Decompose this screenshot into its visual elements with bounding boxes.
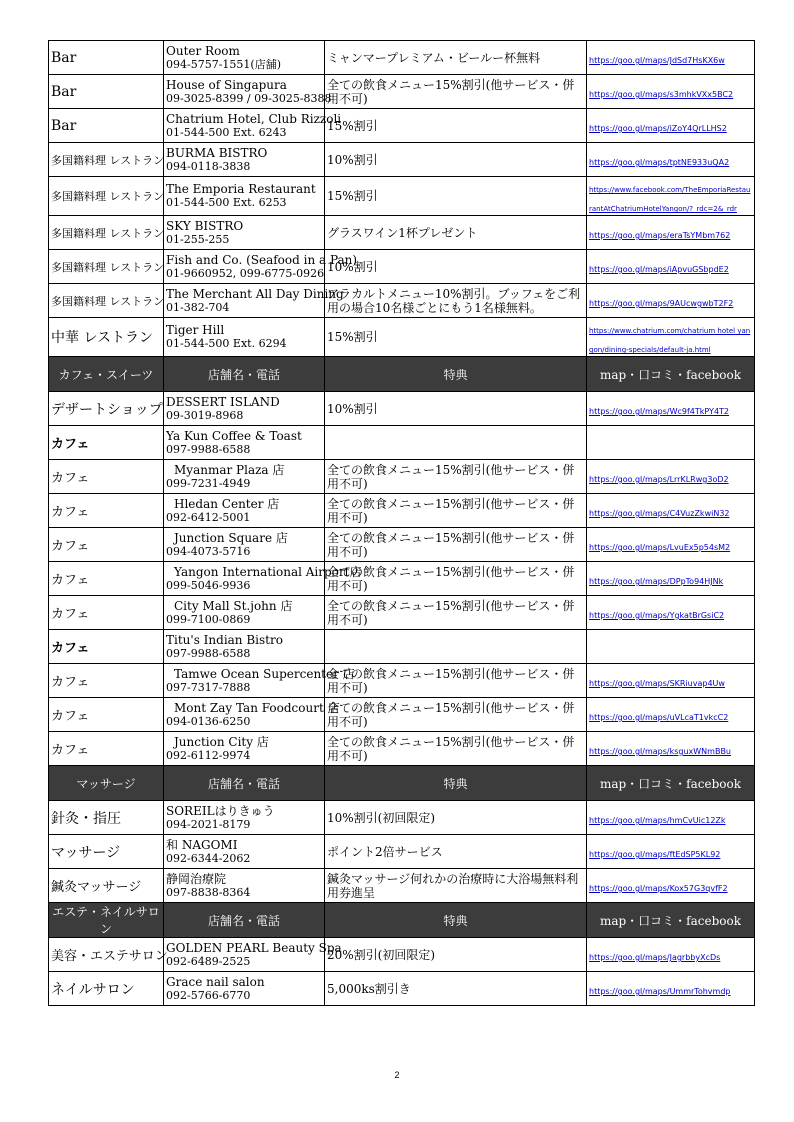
benefit-cell: ミャンマープレミアム・ビールー杯無料 <box>325 41 587 75</box>
category-cell: 針灸・指圧 <box>49 801 164 835</box>
benefit-cell: 全ての飲食メニュー15%割引(他サービス・併用不可) <box>325 75 587 109</box>
benefit-cell <box>325 426 587 460</box>
store-name: SOREILはりきゅう <box>166 803 275 818</box>
benefit-cell: 全ての飲食メニュー15%割引(他サービス・併用不可) <box>325 562 587 596</box>
benefit-cell: 20%割引(初回限定) <box>325 938 587 972</box>
store-name: 和 NAGOMI <box>166 837 238 852</box>
category-cell: 中華 レストラン <box>49 318 164 357</box>
table-row <box>49 460 755 494</box>
category-cell: ネイルサロン <box>49 972 164 1006</box>
map-link[interactable]: https://goo.gl/maps/UmmrTohvmdp <box>589 987 731 996</box>
store-phone: 094-2021-8179 <box>166 817 251 831</box>
benefit-cell: 全ての飲食メニュー15%割引(他サービス・併用不可) <box>325 596 587 630</box>
store-phone: 097-8838-8364 <box>166 885 251 899</box>
store-phone: 01-544-500 Ext. 6253 <box>166 196 287 209</box>
benefit-cell: グラスワイン1杯プレゼント <box>325 216 587 250</box>
store-cell <box>164 177 325 216</box>
map-link[interactable]: https://goo.gl/maps/JagrbbyXcDs <box>589 953 721 962</box>
store-cell <box>164 41 325 75</box>
listing-table <box>48 40 755 1006</box>
benefit-header: 特典 <box>325 766 587 801</box>
map-link[interactable]: https://goo.gl/maps/YgkatBrGsiC2 <box>589 611 725 620</box>
store-header: 店舗名・電話 <box>164 766 325 801</box>
store-cell <box>164 664 355 698</box>
table-row <box>49 528 755 562</box>
table-row <box>49 972 755 1006</box>
link-header: map・口コミ・facebook <box>587 903 755 938</box>
table-row <box>49 143 755 177</box>
store-cell <box>164 801 325 835</box>
map-link[interactable]: https://www.facebook.com/TheEmporiaRestaurantAtChatriumHotelYangon/?_rdc=2&_rdr <box>589 186 751 213</box>
link-cell <box>587 426 755 460</box>
link-cell <box>587 596 755 630</box>
store-cell <box>164 284 344 318</box>
table-row <box>49 75 755 109</box>
table-row <box>49 938 755 972</box>
category-cell: デザートショップ <box>49 392 164 426</box>
store-phone: 092-6112-9974 <box>166 748 251 762</box>
store-name: Fish and Co. (Seafood in a Pan) <box>166 252 358 267</box>
map-link[interactable]: https://goo.gl/maps/ftEdSP5KL92 <box>589 850 721 859</box>
section-title: エステ・ネイルサロン <box>49 903 164 938</box>
store-phone: 099-7100-0869 <box>166 612 251 626</box>
benefit-cell: 5,000ks割引き <box>325 972 587 1006</box>
store-name: Grace nail salon <box>166 974 265 989</box>
store-name: House of Singapura <box>166 77 287 92</box>
store-cell <box>164 318 325 357</box>
map-link[interactable]: https://goo.gl/maps/eraTsYMbm762 <box>589 231 731 240</box>
store-name: Junction Square 店 <box>174 530 288 545</box>
section-title: マッサージ <box>49 766 164 801</box>
link-cell <box>587 801 755 835</box>
map-link[interactable]: https://goo.gl/maps/tptNE933uQA2 <box>589 158 730 167</box>
category-cell: Bar <box>49 41 164 75</box>
table-row <box>49 41 755 75</box>
store-name: Yangon International Airport店 <box>174 564 362 579</box>
map-link[interactable]: https://goo.gl/maps/JdSd7HsKX6w <box>589 56 725 65</box>
map-link[interactable]: https://goo.gl/maps/Kox57G3qvfF2 <box>589 884 728 893</box>
store-name: Tiger Hill <box>166 323 225 337</box>
store-name: Mont Zay Tan Foodcourt 店 <box>174 700 340 715</box>
store-cell <box>164 835 325 869</box>
store-cell <box>164 596 325 630</box>
benefit-cell: 10%割引 <box>325 250 587 284</box>
store-phone: 092-6344-2062 <box>166 851 251 865</box>
category-cell: カフェ <box>49 426 164 460</box>
store-name: Ya Kun Coffee & Toast <box>166 428 302 443</box>
link-cell <box>587 664 755 698</box>
category-cell: カフェ <box>49 732 164 766</box>
category-cell: カフェ <box>49 562 164 596</box>
store-cell <box>164 109 342 143</box>
store-cell <box>164 494 325 528</box>
category-cell: マッサージ <box>49 835 164 869</box>
store-cell <box>164 972 325 1006</box>
category-cell: 多国籍料理 レストラン <box>49 177 164 216</box>
benefit-cell: 全ての飲食メニュー15%割引(他サービス・併用不可) <box>325 732 587 766</box>
store-name: Outer Room <box>166 43 240 58</box>
map-link[interactable]: https://goo.gl/maps/uVLcaT1vkcC2 <box>589 713 729 722</box>
map-link[interactable]: https://goo.gl/maps/LrrKLRwg3oD2 <box>589 475 729 484</box>
category-cell: Bar <box>49 75 164 109</box>
map-link[interactable]: https://goo.gl/maps/DPpTo94HJNk <box>589 577 724 586</box>
link-header: map・口コミ・facebook <box>587 357 755 392</box>
map-link[interactable]: https://goo.gl/maps/iApvuGSbpdE2 <box>589 265 729 274</box>
category-cell: 多国籍料理 レストラン <box>49 143 164 177</box>
table-row <box>49 177 755 216</box>
link-cell <box>587 109 755 143</box>
section-header-cafe <box>49 357 755 392</box>
link-cell <box>587 284 755 318</box>
store-cell <box>164 698 340 732</box>
link-cell <box>587 75 755 109</box>
link-cell <box>587 732 755 766</box>
map-link[interactable]: https://goo.gl/maps/9AUcwgwbT2F2 <box>589 299 734 308</box>
section-header-massage <box>49 766 755 801</box>
benefit-cell: 10%割引 <box>325 392 587 426</box>
link-cell <box>587 41 755 75</box>
section-header-beauty <box>49 903 755 938</box>
table-row <box>49 216 755 250</box>
store-cell <box>164 426 325 460</box>
store-cell <box>164 143 325 177</box>
page-number: 2 <box>394 1070 400 1080</box>
store-name: Tamwe Ocean Supercenter 店 <box>174 666 355 681</box>
store-phone: 01-9660952, 099-6775-0926 <box>166 266 325 280</box>
store-phone: 099-5046-9936 <box>166 578 251 592</box>
store-phone: 094-4073-5716 <box>166 544 251 558</box>
store-phone: 097-9988-6588 <box>166 442 251 456</box>
store-name: Titu's Indian Bistro <box>166 632 283 647</box>
store-phone: 09-3019-8968 <box>166 408 244 422</box>
store-phone: 092-6412-5001 <box>166 510 251 524</box>
category-cell: カフェ <box>49 460 164 494</box>
store-cell <box>164 732 325 766</box>
benefit-cell: 15%割引 <box>325 109 587 143</box>
table-row <box>49 109 755 143</box>
link-cell <box>587 562 755 596</box>
table-row <box>49 596 755 630</box>
benefit-header: 特典 <box>325 903 587 938</box>
benefit-cell: 全ての飲食メニュー15%割引(他サービス・併用不可) <box>325 460 587 494</box>
link-cell <box>587 494 755 528</box>
map-link[interactable]: https://goo.gl/maps/iZoY4QrLLHS2 <box>589 124 727 133</box>
benefit-cell: 15%割引 <box>325 318 587 357</box>
store-phone: 01-544-500 Ext. 6243 <box>166 125 287 139</box>
category-cell: 多国籍料理 レストラン <box>49 284 164 318</box>
store-cell <box>164 460 325 494</box>
category-cell: 鍼灸マッサージ <box>49 869 164 903</box>
link-cell <box>587 250 755 284</box>
link-header: map・口コミ・facebook <box>587 766 755 801</box>
map-link[interactable]: https://goo.gl/maps/ksguxWNmBBu <box>589 747 731 756</box>
table-row <box>49 284 755 318</box>
table-row <box>49 698 755 732</box>
benefit-cell: ポイント2倍サービス <box>325 835 587 869</box>
benefit-cell: 全ての飲食メニュー15%割引(他サービス・併用不可) <box>325 664 587 698</box>
store-header: 店舗名・電話 <box>164 357 325 392</box>
table-row <box>49 801 755 835</box>
store-cell <box>164 528 325 562</box>
store-cell <box>164 75 332 109</box>
table-row <box>49 426 755 460</box>
table-row <box>49 732 755 766</box>
benefit-cell <box>325 630 587 664</box>
store-name: Chatrium Hotel, Club Rizzoli <box>166 111 342 126</box>
store-phone: 092-6489-2525 <box>166 954 251 968</box>
store-cell <box>164 869 325 903</box>
table-row <box>49 250 755 284</box>
store-cell <box>164 216 325 250</box>
table-row <box>49 869 755 903</box>
table-row <box>49 318 755 357</box>
link-cell <box>587 318 755 357</box>
category-cell: Bar <box>49 109 164 143</box>
benefit-cell: 全ての飲食メニュー15%割引(他サービス・併用不可) <box>325 528 587 562</box>
table-row <box>49 392 755 426</box>
benefit-cell: アラカルトメニュー10%割引。ブッフェをご利用の場合10名様ごとにもう1名様無料。 <box>325 284 587 318</box>
store-cell <box>164 630 325 664</box>
section-title: カフェ・スイーツ <box>49 357 164 392</box>
link-cell <box>587 869 755 903</box>
store-cell <box>164 392 325 426</box>
table-row <box>49 630 755 664</box>
link-cell <box>587 460 755 494</box>
map-link[interactable]: https://www.chatrium.com/chatrium hotel yangon/dining-specials/default-ja.html <box>589 327 751 354</box>
store-phone: 092-5766-6770 <box>166 988 251 1002</box>
category-cell: 多国籍料理 レストラン <box>49 216 164 250</box>
store-cell <box>164 562 362 596</box>
store-phone: 09-3025-8399 / 09-3025-8388 <box>166 91 332 105</box>
store-name: GOLDEN PEARL Beauty Spa <box>166 940 342 955</box>
store-phone: 094-0118-3838 <box>166 159 251 173</box>
store-cell <box>164 938 342 972</box>
link-cell <box>587 972 755 1006</box>
link-cell <box>587 698 755 732</box>
store-name: Hledan Center 店 <box>174 496 280 511</box>
benefit-cell: 全ての飲食メニュー15%割引(他サービス・併用不可) <box>325 494 587 528</box>
table-row <box>49 835 755 869</box>
link-cell <box>587 630 755 664</box>
store-phone: 01-255-255 <box>166 232 230 246</box>
benefit-cell: 全ての飲食メニュー15%割引(他サービス・併用不可) <box>325 698 587 732</box>
link-cell <box>587 528 755 562</box>
store-phone: 094-5757-1551(店舗) <box>166 57 282 71</box>
category-cell: カフェ <box>49 596 164 630</box>
store-name: 静岡治療院 <box>166 871 227 886</box>
link-cell <box>587 938 755 972</box>
map-link[interactable]: https://goo.gl/maps/hmCvUic12Zk <box>589 816 726 825</box>
benefit-cell: 10%割引(初回限定) <box>325 801 587 835</box>
link-cell <box>587 177 755 216</box>
store-phone: 094-0136-6250 <box>166 714 251 728</box>
category-cell: カフェ <box>49 664 164 698</box>
benefit-cell: 15%割引 <box>325 177 587 216</box>
category-cell: 美容・エステサロン <box>49 938 164 972</box>
store-name: BURMA BISTRO <box>166 145 268 160</box>
benefit-header: 特典 <box>325 357 587 392</box>
link-cell <box>587 392 755 426</box>
store-phone: 01-382-704 <box>166 300 230 314</box>
store-name: Myanmar Plaza 店 <box>174 462 285 477</box>
map-link[interactable]: https://goo.gl/maps/s3mhkVXx5BC2 <box>589 90 734 99</box>
store-name: DESSERT ISLAND <box>166 394 280 409</box>
store-header: 店舗名・電話 <box>164 903 325 938</box>
map-link[interactable]: https://goo.gl/maps/SKRiuvap4Uw <box>589 679 725 688</box>
listing-table-body <box>49 41 755 1006</box>
map-link[interactable]: https://goo.gl/maps/C4VuzZkwiN32 <box>589 509 730 518</box>
store-name: City Mall St.john 店 <box>174 598 293 613</box>
link-cell <box>587 143 755 177</box>
store-phone: 01-544-500 Ext. 6294 <box>166 337 287 350</box>
category-cell: カフェ <box>49 494 164 528</box>
map-link[interactable]: https://goo.gl/maps/Wc9f4TkPY4T2 <box>589 407 730 416</box>
store-name: Junction City 店 <box>174 734 269 749</box>
category-cell: カフェ <box>49 528 164 562</box>
table-row <box>49 664 755 698</box>
category-cell: 多国籍料理 レストラン <box>49 250 164 284</box>
map-link[interactable]: https://goo.gl/maps/LvuEx5p54sM2 <box>589 543 731 552</box>
table-row <box>49 494 755 528</box>
table-row <box>49 562 755 596</box>
store-name: SKY BISTRO <box>166 218 244 233</box>
benefit-cell: 10%割引 <box>325 143 587 177</box>
store-phone: 097-9988-6588 <box>166 646 251 660</box>
store-name: The Merchant All Day Dining <box>166 286 344 301</box>
link-cell <box>587 835 755 869</box>
store-name: The Emporia Restaurant <box>166 182 316 196</box>
store-phone: 097-7317-7888 <box>166 680 251 694</box>
category-cell: カフェ <box>49 698 164 732</box>
link-cell <box>587 216 755 250</box>
store-phone: 099-7231-4949 <box>166 476 251 490</box>
benefit-cell: 鍼灸マッサージ何れかの治療時に大浴場無料利用券進呈 <box>325 869 587 903</box>
category-cell: カフェ <box>49 630 164 664</box>
